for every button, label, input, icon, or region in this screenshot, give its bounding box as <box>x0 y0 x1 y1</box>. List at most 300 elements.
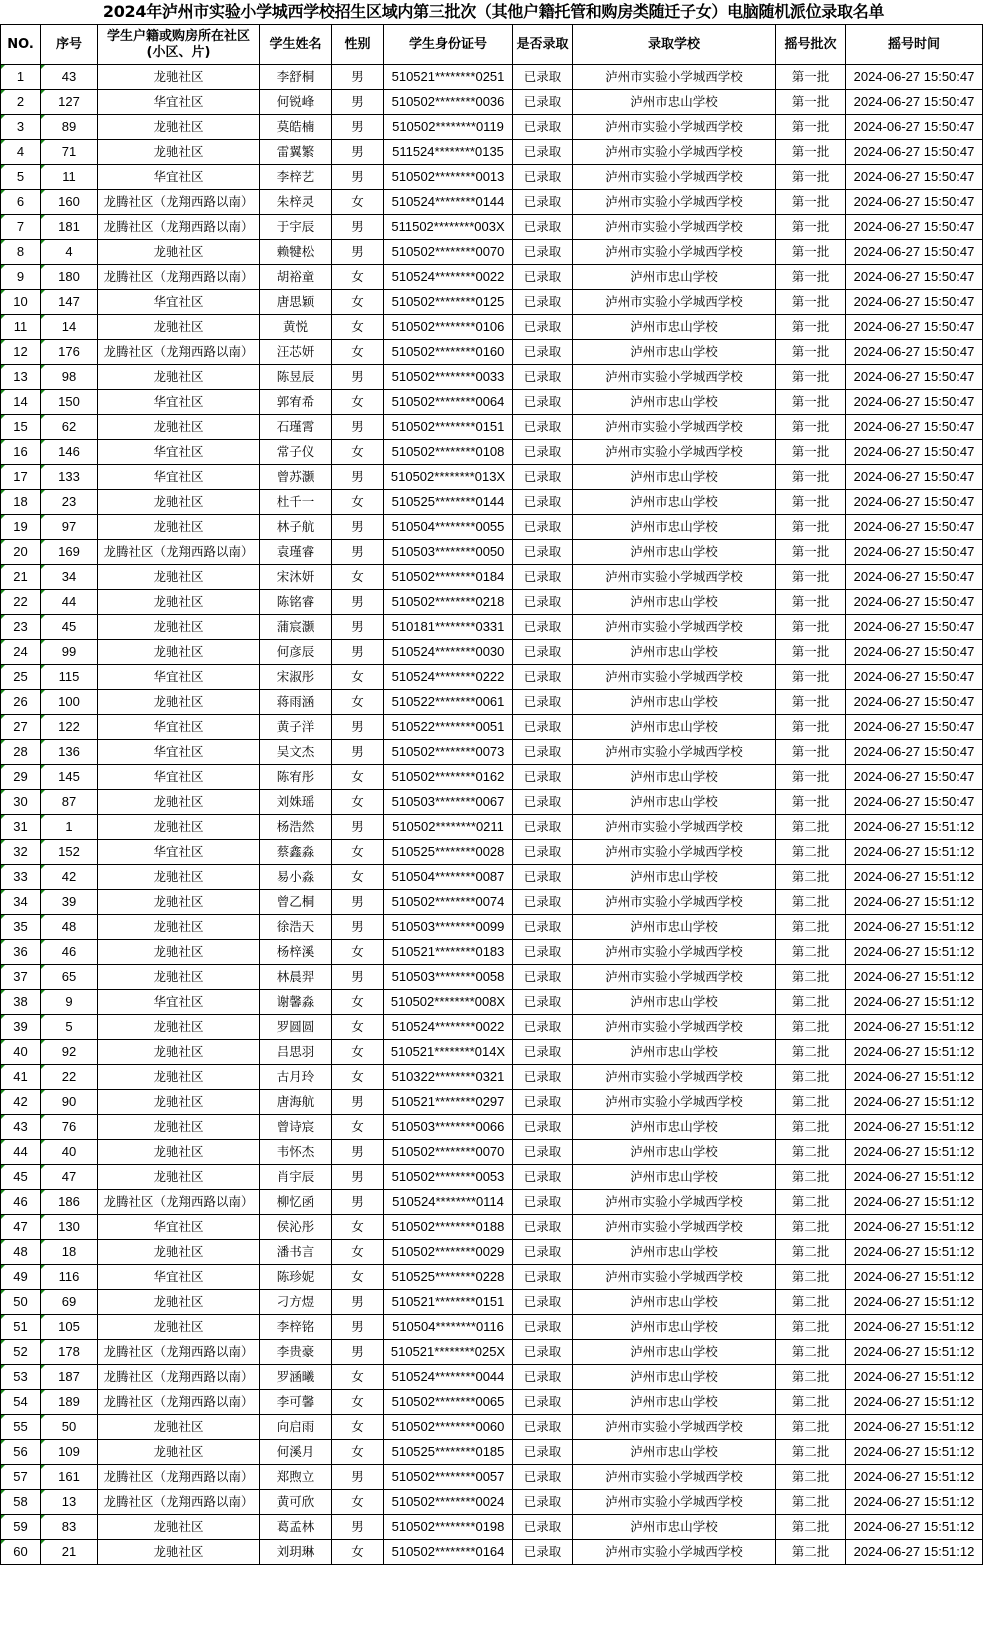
cell-batch: 第一批 <box>776 190 846 215</box>
cell-no: 51 <box>1 1315 41 1340</box>
cell-student-name: 黄悦 <box>260 315 332 340</box>
cell-community: 龙腾社区（龙翔西路以南） <box>98 1465 260 1490</box>
cell-student-name: 韦怀杰 <box>260 1140 332 1165</box>
cell-time: 2024-06-27 15:51:12 <box>846 1065 983 1090</box>
cell-seq: 92 <box>41 1040 98 1065</box>
cell-seq: 21 <box>41 1540 98 1565</box>
cell-time: 2024-06-27 15:51:12 <box>846 1515 983 1540</box>
cell-time: 2024-06-27 15:50:47 <box>846 565 983 590</box>
cell-time: 2024-06-27 15:50:47 <box>846 340 983 365</box>
cell-time: 2024-06-27 15:50:47 <box>846 190 983 215</box>
cell-community: 龙驰社区 <box>98 415 260 440</box>
cell-school: 泸州市实验小学城西学校 <box>573 1490 776 1515</box>
cell-time: 2024-06-27 15:51:12 <box>846 1415 983 1440</box>
cell-gender: 女 <box>332 1240 384 1265</box>
cell-id-number: 510524********0022 <box>384 1015 513 1040</box>
cell-no: 12 <box>1 340 41 365</box>
cell-seq: 98 <box>41 365 98 390</box>
cell-seq: 22 <box>41 1065 98 1090</box>
cell-batch: 第一批 <box>776 665 846 690</box>
cell-admitted: 已录取 <box>513 1315 573 1340</box>
cell-community: 龙驰社区 <box>98 790 260 815</box>
cell-admitted: 已录取 <box>513 1265 573 1290</box>
cell-seq: 48 <box>41 915 98 940</box>
cell-id-number: 510525********0028 <box>384 840 513 865</box>
cell-time: 2024-06-27 15:51:12 <box>846 1290 983 1315</box>
table-row <box>1 1265 983 1290</box>
cell-time: 2024-06-27 15:51:12 <box>846 1015 983 1040</box>
table-row <box>1 65 983 90</box>
cell-school: 泸州市实验小学城西学校 <box>573 1090 776 1115</box>
cell-admitted: 已录取 <box>513 1540 573 1565</box>
cell-batch: 第二批 <box>776 1340 846 1365</box>
cell-batch: 第二批 <box>776 1365 846 1390</box>
cell-gender: 女 <box>332 315 384 340</box>
cell-gender: 男 <box>332 715 384 740</box>
cell-gender: 男 <box>332 465 384 490</box>
cell-time: 2024-06-27 15:50:47 <box>846 640 983 665</box>
cell-admitted: 已录取 <box>513 640 573 665</box>
cell-id-number: 510524********0144 <box>384 190 513 215</box>
cell-id-number: 510504********0116 <box>384 1315 513 1340</box>
cell-no: 5 <box>1 165 41 190</box>
cell-community: 龙驰社区 <box>98 1065 260 1090</box>
table-row <box>1 490 983 515</box>
cell-no: 8 <box>1 240 41 265</box>
cell-time: 2024-06-27 15:50:47 <box>846 615 983 640</box>
cell-seq: 105 <box>41 1315 98 1340</box>
cell-community: 华宜社区 <box>98 1215 260 1240</box>
cell-time: 2024-06-27 15:50:47 <box>846 390 983 415</box>
cell-batch: 第一批 <box>776 765 846 790</box>
cell-seq: 5 <box>41 1015 98 1040</box>
cell-seq: 83 <box>41 1515 98 1540</box>
cell-batch: 第一批 <box>776 215 846 240</box>
cell-id-number: 510502********008X <box>384 990 513 1015</box>
cell-id-number: 510502********0036 <box>384 90 513 115</box>
cell-gender: 男 <box>332 115 384 140</box>
cell-community: 龙驰社区 <box>98 1115 260 1140</box>
cell-no: 23 <box>1 615 41 640</box>
cell-gender: 女 <box>332 940 384 965</box>
cell-admitted: 已录取 <box>513 890 573 915</box>
cell-student-name: 曾乙桐 <box>260 890 332 915</box>
cell-batch: 第二批 <box>776 1115 846 1140</box>
cell-student-name: 杨梓溪 <box>260 940 332 965</box>
cell-time: 2024-06-27 15:51:12 <box>846 840 983 865</box>
cell-community: 华宜社区 <box>98 840 260 865</box>
table-row <box>1 590 983 615</box>
cell-admitted: 已录取 <box>513 1415 573 1440</box>
cell-id-number: 510524********0222 <box>384 665 513 690</box>
cell-time: 2024-06-27 15:50:47 <box>846 215 983 240</box>
cell-seq: 130 <box>41 1215 98 1240</box>
cell-seq: 90 <box>41 1090 98 1115</box>
cell-student-name: 陈宥彤 <box>260 765 332 790</box>
cell-time: 2024-06-27 15:51:12 <box>846 1215 983 1240</box>
cell-gender: 男 <box>332 965 384 990</box>
col-header-name: 学生姓名 <box>260 25 332 65</box>
cell-admitted: 已录取 <box>513 1465 573 1490</box>
cell-time: 2024-06-27 15:50:47 <box>846 515 983 540</box>
cell-gender: 男 <box>332 90 384 115</box>
cell-school: 泸州市实验小学城西学校 <box>573 1015 776 1040</box>
cell-community: 龙腾社区（龙翔西路以南） <box>98 1490 260 1515</box>
cell-gender: 女 <box>332 790 384 815</box>
cell-student-name: 陈昱辰 <box>260 365 332 390</box>
cell-student-name: 侯沁彤 <box>260 1215 332 1240</box>
table-row <box>1 1165 983 1190</box>
cell-gender: 女 <box>332 1415 384 1440</box>
cell-seq: 186 <box>41 1190 98 1215</box>
cell-school: 泸州市忠山学校 <box>573 1390 776 1415</box>
cell-student-name: 曾诗宸 <box>260 1115 332 1140</box>
col-header-seq: 序号 <box>41 25 98 65</box>
col-header-no: NO. <box>1 25 41 65</box>
cell-time: 2024-06-27 15:50:47 <box>846 690 983 715</box>
table-row <box>1 640 983 665</box>
cell-no: 15 <box>1 415 41 440</box>
cell-community: 龙驰社区 <box>98 1015 260 1040</box>
cell-id-number: 510502********0108 <box>384 440 513 465</box>
cell-time: 2024-06-27 15:50:47 <box>846 590 983 615</box>
cell-community: 龙驰社区 <box>98 490 260 515</box>
col-header-gender: 性别 <box>332 25 384 65</box>
cell-student-name: 肖宇辰 <box>260 1165 332 1190</box>
cell-student-name: 唐思颖 <box>260 290 332 315</box>
cell-admitted: 已录取 <box>513 90 573 115</box>
cell-student-name: 李梓艺 <box>260 165 332 190</box>
cell-admitted: 已录取 <box>513 840 573 865</box>
cell-batch: 第一批 <box>776 290 846 315</box>
cell-no: 3 <box>1 115 41 140</box>
cell-batch: 第二批 <box>776 965 846 990</box>
cell-time: 2024-06-27 15:50:47 <box>846 665 983 690</box>
table-row <box>1 1340 983 1365</box>
cell-id-number: 510503********0058 <box>384 965 513 990</box>
cell-gender: 女 <box>332 190 384 215</box>
cell-gender: 男 <box>332 415 384 440</box>
cell-admitted: 已录取 <box>513 590 573 615</box>
cell-school: 泸州市忠山学校 <box>573 1115 776 1140</box>
cell-batch: 第一批 <box>776 590 846 615</box>
cell-community: 龙腾社区（龙翔西路以南） <box>98 1390 260 1415</box>
cell-id-number: 511502********003X <box>384 215 513 240</box>
cell-school: 泸州市实验小学城西学校 <box>573 1415 776 1440</box>
cell-no: 18 <box>1 490 41 515</box>
cell-id-number: 510181********0331 <box>384 615 513 640</box>
cell-id-number: 510522********0061 <box>384 690 513 715</box>
cell-id-number: 510502********0024 <box>384 1490 513 1515</box>
cell-admitted: 已录取 <box>513 1140 573 1165</box>
cell-seq: 4 <box>41 240 98 265</box>
cell-gender: 男 <box>332 1515 384 1540</box>
cell-community: 龙腾社区（龙翔西路以南） <box>98 340 260 365</box>
cell-batch: 第一批 <box>776 440 846 465</box>
cell-student-name: 胡裕童 <box>260 265 332 290</box>
cell-no: 52 <box>1 1340 41 1365</box>
cell-student-name: 古月玲 <box>260 1065 332 1090</box>
cell-batch: 第二批 <box>776 1165 846 1190</box>
cell-no: 2 <box>1 90 41 115</box>
cell-gender: 男 <box>332 1290 384 1315</box>
cell-id-number: 510524********0044 <box>384 1365 513 1390</box>
cell-admitted: 已录取 <box>513 315 573 340</box>
cell-id-number: 510502********013X <box>384 465 513 490</box>
cell-admitted: 已录取 <box>513 990 573 1015</box>
table-row <box>1 1365 983 1390</box>
cell-community: 龙驰社区 <box>98 565 260 590</box>
cell-community: 龙驰社区 <box>98 615 260 640</box>
cell-id-number: 510502********0218 <box>384 590 513 615</box>
cell-id-number: 510502********0211 <box>384 815 513 840</box>
cell-seq: 133 <box>41 465 98 490</box>
cell-id-number: 510502********0073 <box>384 740 513 765</box>
cell-gender: 女 <box>332 1365 384 1390</box>
cell-admitted: 已录取 <box>513 190 573 215</box>
cell-community: 龙驰社区 <box>98 940 260 965</box>
cell-community: 华宜社区 <box>98 765 260 790</box>
cell-admitted: 已录取 <box>513 965 573 990</box>
table-row <box>1 765 983 790</box>
col-header-batch: 摇号批次 <box>776 25 846 65</box>
cell-gender: 女 <box>332 765 384 790</box>
cell-no: 58 <box>1 1490 41 1515</box>
cell-batch: 第二批 <box>776 940 846 965</box>
cell-gender: 女 <box>332 865 384 890</box>
cell-seq: 13 <box>41 1490 98 1515</box>
cell-batch: 第一批 <box>776 365 846 390</box>
cell-student-name: 向启雨 <box>260 1415 332 1440</box>
cell-id-number: 510502********0188 <box>384 1215 513 1240</box>
cell-batch: 第一批 <box>776 90 846 115</box>
cell-admitted: 已录取 <box>513 790 573 815</box>
cell-id-number: 510503********0067 <box>384 790 513 815</box>
cell-gender: 女 <box>332 565 384 590</box>
cell-time: 2024-06-27 15:51:12 <box>846 890 983 915</box>
cell-seq: 187 <box>41 1365 98 1390</box>
cell-seq: 23 <box>41 490 98 515</box>
document-title: 2024年泸州市实验小学城西学校招生区域内第三批次（其他户籍托管和购房类随迁子女）电脑随机派位录取名单 <box>102 2 885 21</box>
cell-batch: 第二批 <box>776 1440 846 1465</box>
cell-school: 泸州市忠山学校 <box>573 490 776 515</box>
cell-batch: 第二批 <box>776 1090 846 1115</box>
cell-student-name: 罗圆圆 <box>260 1015 332 1040</box>
cell-batch: 第二批 <box>776 1140 846 1165</box>
cell-no: 22 <box>1 590 41 615</box>
table-row <box>1 440 983 465</box>
cell-community: 龙驰社区 <box>98 1515 260 1540</box>
cell-id-number: 510502********0184 <box>384 565 513 590</box>
cell-admitted: 已录取 <box>513 440 573 465</box>
cell-id-number: 511524********0135 <box>384 140 513 165</box>
table-row <box>1 165 983 190</box>
cell-seq: 122 <box>41 715 98 740</box>
cell-student-name: 汪芯妍 <box>260 340 332 365</box>
cell-community: 龙驰社区 <box>98 65 260 90</box>
cell-id-number: 510502********0064 <box>384 390 513 415</box>
cell-school: 泸州市忠山学校 <box>573 1440 776 1465</box>
cell-seq: 50 <box>41 1415 98 1440</box>
cell-student-name: 杨浩然 <box>260 815 332 840</box>
cell-id-number: 510502********0162 <box>384 765 513 790</box>
cell-community: 龙腾社区（龙翔西路以南） <box>98 1190 260 1215</box>
cell-batch: 第一批 <box>776 390 846 415</box>
cell-admitted: 已录取 <box>513 1065 573 1090</box>
cell-id-number: 510502********0029 <box>384 1240 513 1265</box>
table-row <box>1 690 983 715</box>
cell-community: 龙驰社区 <box>98 1540 260 1565</box>
cell-time: 2024-06-27 15:51:12 <box>846 940 983 965</box>
cell-no: 25 <box>1 665 41 690</box>
cell-no: 48 <box>1 1240 41 1265</box>
cell-student-name: 李舒桐 <box>260 65 332 90</box>
cell-batch: 第二批 <box>776 1215 846 1240</box>
cell-id-number: 510502********0070 <box>384 240 513 265</box>
cell-batch: 第二批 <box>776 840 846 865</box>
cell-school: 泸州市实验小学城西学校 <box>573 1215 776 1240</box>
table-row <box>1 1215 983 1240</box>
table-row <box>1 665 983 690</box>
cell-gender: 女 <box>332 1115 384 1140</box>
cell-student-name: 何锐峰 <box>260 90 332 115</box>
table-row <box>1 1540 983 1565</box>
cell-school: 泸州市忠山学校 <box>573 990 776 1015</box>
cell-batch: 第一批 <box>776 340 846 365</box>
cell-id-number: 510504********0055 <box>384 515 513 540</box>
cell-school: 泸州市实验小学城西学校 <box>573 740 776 765</box>
cell-seq: 189 <box>41 1390 98 1415</box>
cell-no: 49 <box>1 1265 41 1290</box>
cell-school: 泸州市实验小学城西学校 <box>573 365 776 390</box>
cell-batch: 第二批 <box>776 1290 846 1315</box>
cell-id-number: 510502********0053 <box>384 1165 513 1190</box>
cell-school: 泸州市忠山学校 <box>573 1040 776 1065</box>
cell-time: 2024-06-27 15:50:47 <box>846 740 983 765</box>
cell-community: 龙驰社区 <box>98 140 260 165</box>
cell-admitted: 已录取 <box>513 1040 573 1065</box>
cell-gender: 男 <box>332 1090 384 1115</box>
cell-batch: 第二批 <box>776 1515 846 1540</box>
cell-time: 2024-06-27 15:51:12 <box>846 1265 983 1290</box>
cell-seq: 152 <box>41 840 98 865</box>
cell-batch: 第二批 <box>776 1465 846 1490</box>
cell-seq: 18 <box>41 1240 98 1265</box>
cell-id-number: 510502********0070 <box>384 1140 513 1165</box>
cell-community: 华宜社区 <box>98 465 260 490</box>
cell-seq: 9 <box>41 990 98 1015</box>
cell-gender: 男 <box>332 640 384 665</box>
cell-admitted: 已录取 <box>513 290 573 315</box>
cell-no: 9 <box>1 265 41 290</box>
cell-seq: 178 <box>41 1340 98 1365</box>
cell-id-number: 510525********0185 <box>384 1440 513 1465</box>
cell-batch: 第二批 <box>776 1315 846 1340</box>
cell-id-number: 510525********0144 <box>384 490 513 515</box>
cell-gender: 男 <box>332 890 384 915</box>
table-row <box>1 465 983 490</box>
cell-id-number: 510502********0065 <box>384 1390 513 1415</box>
cell-time: 2024-06-27 15:51:12 <box>846 1040 983 1065</box>
cell-gender: 女 <box>332 1215 384 1240</box>
cell-batch: 第一批 <box>776 565 846 590</box>
cell-time: 2024-06-27 15:51:12 <box>846 1465 983 1490</box>
cell-admitted: 已录取 <box>513 865 573 890</box>
cell-gender: 男 <box>332 165 384 190</box>
cell-admitted: 已录取 <box>513 540 573 565</box>
cell-school: 泸州市忠山学校 <box>573 1165 776 1190</box>
cell-batch: 第一批 <box>776 490 846 515</box>
cell-gender: 男 <box>332 1190 384 1215</box>
cell-admitted: 已录取 <box>513 1240 573 1265</box>
cell-no: 28 <box>1 740 41 765</box>
cell-student-name: 陈珍妮 <box>260 1265 332 1290</box>
cell-community: 龙驰社区 <box>98 1090 260 1115</box>
cell-batch: 第一批 <box>776 540 846 565</box>
cell-student-name: 黄子洋 <box>260 715 332 740</box>
table-row <box>1 1515 983 1540</box>
cell-student-name: 林子航 <box>260 515 332 540</box>
cell-gender: 男 <box>332 590 384 615</box>
cell-time: 2024-06-27 15:51:12 <box>846 1315 983 1340</box>
cell-community: 龙驰社区 <box>98 1440 260 1465</box>
cell-school: 泸州市实验小学城西学校 <box>573 115 776 140</box>
cell-id-number: 510521********0183 <box>384 940 513 965</box>
cell-student-name: 袁瑾睿 <box>260 540 332 565</box>
cell-no: 35 <box>1 915 41 940</box>
cell-batch: 第一批 <box>776 265 846 290</box>
cell-admitted: 已录取 <box>513 715 573 740</box>
cell-gender: 女 <box>332 840 384 865</box>
cell-time: 2024-06-27 15:51:12 <box>846 865 983 890</box>
table-row <box>1 965 983 990</box>
cell-gender: 女 <box>332 1540 384 1565</box>
cell-community: 龙驰社区 <box>98 515 260 540</box>
cell-student-name: 朱梓灵 <box>260 190 332 215</box>
cell-gender: 男 <box>332 540 384 565</box>
cell-time: 2024-06-27 15:51:12 <box>846 1440 983 1465</box>
cell-gender: 男 <box>332 215 384 240</box>
cell-community: 华宜社区 <box>98 665 260 690</box>
cell-student-name: 李梓铭 <box>260 1315 332 1340</box>
cell-gender: 女 <box>332 1265 384 1290</box>
cell-no: 40 <box>1 1040 41 1065</box>
cell-student-name: 蔡鑫淼 <box>260 840 332 865</box>
cell-no: 10 <box>1 290 41 315</box>
cell-gender: 男 <box>332 240 384 265</box>
cell-admitted: 已录取 <box>513 390 573 415</box>
cell-no: 38 <box>1 990 41 1015</box>
cell-school: 泸州市忠山学校 <box>573 715 776 740</box>
cell-admitted: 已录取 <box>513 465 573 490</box>
cell-community: 华宜社区 <box>98 440 260 465</box>
cell-community: 龙驰社区 <box>98 640 260 665</box>
cell-batch: 第二批 <box>776 1065 846 1090</box>
cell-time: 2024-06-27 15:50:47 <box>846 715 983 740</box>
cell-gender: 男 <box>332 815 384 840</box>
cell-gender: 男 <box>332 615 384 640</box>
cell-seq: 1 <box>41 815 98 840</box>
cell-school: 泸州市忠山学校 <box>573 1140 776 1165</box>
cell-admitted: 已录取 <box>513 940 573 965</box>
cell-admitted: 已录取 <box>513 690 573 715</box>
cell-gender: 女 <box>332 1065 384 1090</box>
cell-admitted: 已录取 <box>513 915 573 940</box>
cell-school: 泸州市实验小学城西学校 <box>573 940 776 965</box>
cell-no: 20 <box>1 540 41 565</box>
cell-id-number: 510524********0114 <box>384 1190 513 1215</box>
table-row <box>1 990 983 1015</box>
